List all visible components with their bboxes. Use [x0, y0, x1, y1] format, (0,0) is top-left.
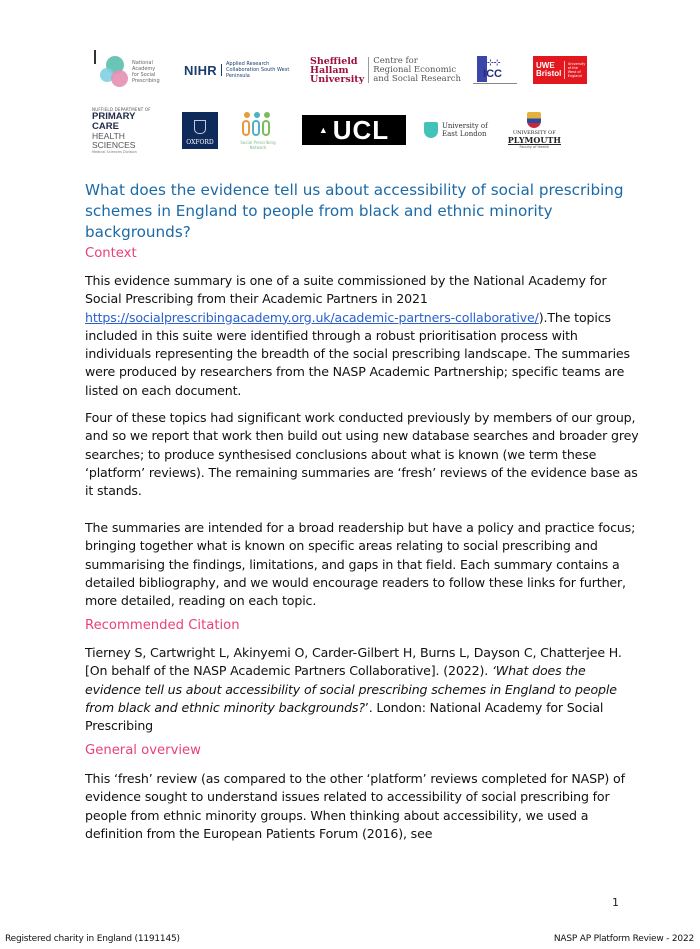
- logo-text: HEALTH SCIENCES: [92, 130, 136, 150]
- section-heading-context: Context: [85, 246, 137, 261]
- logo-text: Academy: [132, 66, 156, 72]
- section-heading-overview: General overview: [85, 743, 201, 758]
- logo-text: University of: [442, 122, 488, 130]
- citation-publisher: ’. London: National Academy for Social Prescribing: [85, 699, 604, 734]
- dome-icon: ▲: [318, 125, 329, 135]
- logo-mark: ICC: [483, 68, 502, 80]
- paragraph-text: This evidence summary is one of a suite commissioned by the National Academy for Social Prescribing from their Academic Partners in 2021: [85, 273, 607, 307]
- nihr-logo: [184, 61, 298, 79]
- logo-text: for Social: [132, 72, 156, 78]
- logo-text: University of the West of England: [567, 62, 586, 78]
- section-heading-citation: Recommended Citation: [85, 618, 240, 633]
- nuffield-primary-care-logo: [92, 107, 164, 154]
- logo-text: Prescribing: [132, 78, 160, 84]
- uwe-bristol-logo: [533, 56, 587, 84]
- page-number: 1: [612, 896, 619, 909]
- context-paragraph-1: [85, 272, 645, 400]
- logo-text: National: [132, 60, 153, 66]
- logo-text: Faculty of Health: [519, 144, 550, 149]
- shield-icon: [527, 112, 541, 128]
- partner-logos-row-1: [90, 44, 587, 96]
- logo-mark: OXFORD: [186, 138, 214, 146]
- citation-title: ‘What does the evidence tell us about accessibility of social prescribing schemes in England to people from black and ethnic minority backgrounds?: [85, 663, 617, 715]
- logo-mark: NIHR: [184, 62, 217, 78]
- partner-logos-row-2: [90, 104, 561, 156]
- oxford-logo: [182, 112, 218, 149]
- logo-text: NUFFIELD DEPARTMENT OF: [92, 106, 151, 112]
- social-prescribing-network-logo: [234, 108, 282, 152]
- logo-text: University: [309, 73, 365, 85]
- footer-review-label: NASP AP Platform Review - 2022: [553, 934, 694, 944]
- logo-text: Medical Sciences Division: [92, 149, 137, 154]
- uel-logo: [424, 122, 488, 138]
- logo-text: Centre for: [373, 55, 418, 66]
- sheffield-hallam-logo: [310, 57, 461, 84]
- logo-mark: UCL: [332, 114, 390, 145]
- plymouth-logo: [508, 112, 561, 149]
- context-paragraph-2: Four of these topics had significant work conducted previously by members of our group, and so we report that work then build out using new database searches and broader grey searches; to produce synthesised conclusions about what is known (we term these ‘platform’ reviews). The remaining summaries are ‘fresh’ reviews of the evidence base as it stands.: [85, 410, 639, 499]
- paragraph-text: ).The topics included in this suite were identified through a robust prioritisation process with individuals representing the breadth of the social prescribing landscape. The summaries were produced by researchers from the NASP Academic Partnership; specific teams are listed on each document.: [85, 309, 630, 398]
- overview-paragraph-1: This ‘fresh’ review (as compared to the other ‘platform’ reviews completed for NASP) of evidence sought to understand issues related to accessibility of social prescribing for people from ethnic minority groups. When thinking about accessibility, we used a definition from the European Patients Forum (2016), see: [85, 771, 625, 841]
- logo-text: Applied Research Collaboration South West Peninsula: [225, 61, 290, 79]
- logo-text: Sheffield: [309, 55, 358, 67]
- logo-text: UWE: [536, 61, 555, 70]
- citation-paragraph: [85, 644, 645, 735]
- logo-text: PLYMOUTH: [507, 134, 561, 145]
- logo-text: and Social Research: [373, 73, 462, 84]
- footer-charity-text: Registered charity in England (1191145): [5, 934, 180, 944]
- crest-icon: [194, 120, 206, 134]
- icc-logo: ⊹⊹ ICC: [473, 53, 515, 87]
- shield-icon: [424, 122, 438, 138]
- nasp-logo: [94, 46, 176, 94]
- context-paragraph-3: The summaries are intended for a broad readership but have a policy and practice focus; bringing together what is known on specific areas relating to social prescribing and summarising the findings, limitations, and gaps in that field. Each summary contains a detailed bibliography, and we would encourage readers to follow these links for further, more detailed, reading on each topic.: [85, 520, 636, 609]
- logo-text: Regional Economic: [373, 64, 457, 75]
- ucl-logo: [302, 115, 406, 145]
- logo-text: Hallam: [309, 64, 349, 76]
- logo-text: PRIMARY CARE: [92, 110, 136, 132]
- logo-text: Social Prescribing Network: [240, 140, 276, 150]
- citation-authors: Tierney S, Cartwright L, Akinyemi O, Carder-Gilbert H, Burns L, Dayson C, Chatterjee H. [On behalf of the NASP Academic Partners Collaborative]. (2022).: [85, 645, 622, 679]
- document-title: What does the evidence tell us about accessibility of social prescribing schemes in England to people from black and ethnic minority backgrounds?: [85, 181, 624, 241]
- logo-text: UNIVERSITY OF: [512, 129, 556, 136]
- logo-text: Bristol: [536, 69, 562, 78]
- academic-partners-link[interactable]: https://socialprescribingacademy.org.uk/academic-partners-collaborative/: [85, 309, 539, 325]
- logo-text: East London: [442, 130, 487, 138]
